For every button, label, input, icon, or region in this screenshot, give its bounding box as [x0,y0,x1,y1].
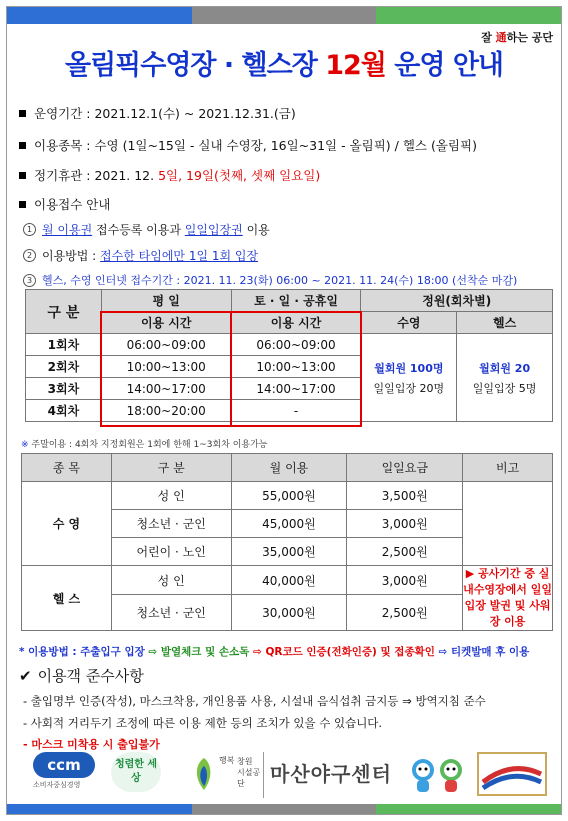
fee-table [21,453,553,631]
org-name: 창원 시설공단 [237,757,261,788]
check-icon: ✔ [19,667,32,685]
fee-day: 3,000원 [347,566,463,595]
health-capacity: 월회원 20 일일입장 5명 [457,334,553,422]
schedule-weekend-time: 14:00~17:00 [231,378,361,400]
fee-category: 성 인 [111,482,231,510]
schedule-weekday-time: 14:00~17:00 [101,378,231,400]
schedule-header-weekday: 평 일 [101,290,231,312]
schedule-row-label: 3회차 [26,378,102,400]
fee-remark: ▶ 공사기간 중 실내수영장에서 일일입장 발권 및 사워장 이용 [463,566,553,631]
notice-page [6,6,562,815]
fee-kind-health: 헬 스 [22,566,112,631]
masan-text: 마산야구센터 [270,762,392,786]
rule-item: - 사회적 거리두기 조정에 따른 이용 제한 등의 조치가 있을 수 있습니다. [23,716,383,730]
schedule-header-swim: 수영 [361,312,457,334]
circled-number-icon: 1 [23,223,36,236]
changwon-facility-logo [191,752,261,798]
fee-month: 30,000원 [231,595,347,631]
schedule-header-time: 이용 시간 [231,312,361,334]
square-bullet-icon [19,142,26,149]
rule-item-mask: - 마스크 미착용 시 출입불가 [23,738,160,751]
swim-capacity: 월회원 100명 일일입장 20명 [361,334,457,422]
bottom-color-bar [7,804,561,814]
fee-day: 2,500원 [347,538,463,566]
fee-kind-swim: 수 영 [22,482,112,566]
fee-day: 3,500원 [347,482,463,510]
reception-item-2: 2 이용방법 : 접수한 타임에만 1일 1회 입장 [23,247,258,264]
top-color-bar [7,7,561,24]
rule-item: - 출입명부 인증(작성), 마스크착용, 개인용품 사용, 시설내 음식섭취 금지등 ⇒ 방역지침 준수 [23,694,486,708]
usage-method: * 이용방법 : 주출입구 입장 ⇨ 발열체크 및 손소독 ⇨ QR코드 인증(전화인증) 및 접종확인 ⇨ 티켓발매 후 이용 [19,646,530,658]
weekend-note: ※ 주말이용 : 4회차 지정회원은 1회에 한해 1~3회차 이용가능 [21,440,268,450]
page-title: 올림픽수영장 · 헬스장 12월 운영 안내 [65,50,503,81]
emblem-icon [477,752,547,796]
leaf-mark-icon [191,754,217,794]
reception-item-1: 1 월 이용권 접수등록 이용과 일일입장권 이용 [23,221,270,238]
fee-category: 성 인 [111,566,231,595]
schedule-row-label: 2회차 [26,356,102,378]
rules-title: ✔ 이용객 준수사항 [19,667,144,685]
reception-heading: 이용접수 안내 [19,195,110,213]
schedule-header-capacity: 정원(회차별) [361,290,553,312]
logo-strip [7,752,561,798]
schedule-weekend-time: 10:00~13:00 [231,356,361,378]
fee-remark-empty [463,482,553,566]
schedule-header-gubun: 구 분 [26,290,102,334]
schedule-weekday-time: 06:00~09:00 [101,334,231,356]
square-bullet-icon [19,110,26,117]
mascot-icon [407,752,467,796]
ccm-logo [33,752,103,798]
fee-header-remark: 비고 [463,454,553,482]
regular-closed: 정기휴관 : 2021. 12. 5일, 19일(첫째, 셋째 일요일) [19,166,320,184]
happy-text: 행복 [219,756,235,765]
schedule-header-health: 헬스 [457,312,553,334]
fee-day: 3,000원 [347,510,463,538]
fee-month: 55,000원 [231,482,347,510]
schedule-header-time: 이용 시간 [101,312,231,334]
fee-day: 2,500원 [347,595,463,631]
clean-world-logo [111,752,171,798]
fee-header-day: 일일요금 [347,454,463,482]
fee-category: 청소년 · 군인 [111,595,231,631]
schedule-weekend-time: 06:00~09:00 [231,334,361,356]
schedule-row-label: 1회차 [26,334,102,356]
schedule-table [25,289,553,422]
stamp-logo [477,752,549,798]
fee-header-gubun: 구 분 [111,454,231,482]
fee-header-kind: 종 목 [22,454,112,482]
fee-category: 청소년 · 군인 [111,510,231,538]
brand-slogan: 잘 通하는 공단 [481,31,553,44]
masan-baseball-logo [263,752,403,798]
fee-header-month: 월 이용 [231,454,347,482]
schedule-row-label: 4회차 [26,400,102,422]
usage-items: 이용종목 : 수영 (1일~15일 - 실내 수영장, 16일~31일 - 올림픽) / 헬스 (올림픽) [19,136,477,154]
square-bullet-icon [19,201,26,208]
square-bullet-icon [19,172,26,179]
schedule-weekday-time: 18:00~20:00 [101,400,231,422]
schedule-weekend-time: - [231,400,361,422]
clean-world-text: 청렴한 세상 [111,752,161,792]
circled-number-icon: 2 [23,249,36,262]
fee-category: 어린이 · 노인 [111,538,231,566]
reception-item-3: 3 헬스, 수영 인터넷 접수기간 : 2021. 11. 23(화) 06:00 ~ 2021. 11. 24(수) 18:00 (선착순 마감) [23,272,517,288]
fee-month: 40,000원 [231,566,347,595]
schedule-header-weekend: 토 · 일 · 공휴일 [231,290,361,312]
fee-month: 35,000원 [231,538,347,566]
circled-number-icon: 3 [23,274,36,287]
schedule-weekday-time: 10:00~13:00 [101,356,231,378]
ccm-sub: 소비자중심경영 [33,781,81,789]
fee-month: 45,000원 [231,510,347,538]
operation-period: 운영기간 : 2021.12.1(수) ~ 2021.12.31.(금) [19,104,296,122]
ccm-badge: ccm [33,752,95,778]
mascots-image [407,752,467,798]
